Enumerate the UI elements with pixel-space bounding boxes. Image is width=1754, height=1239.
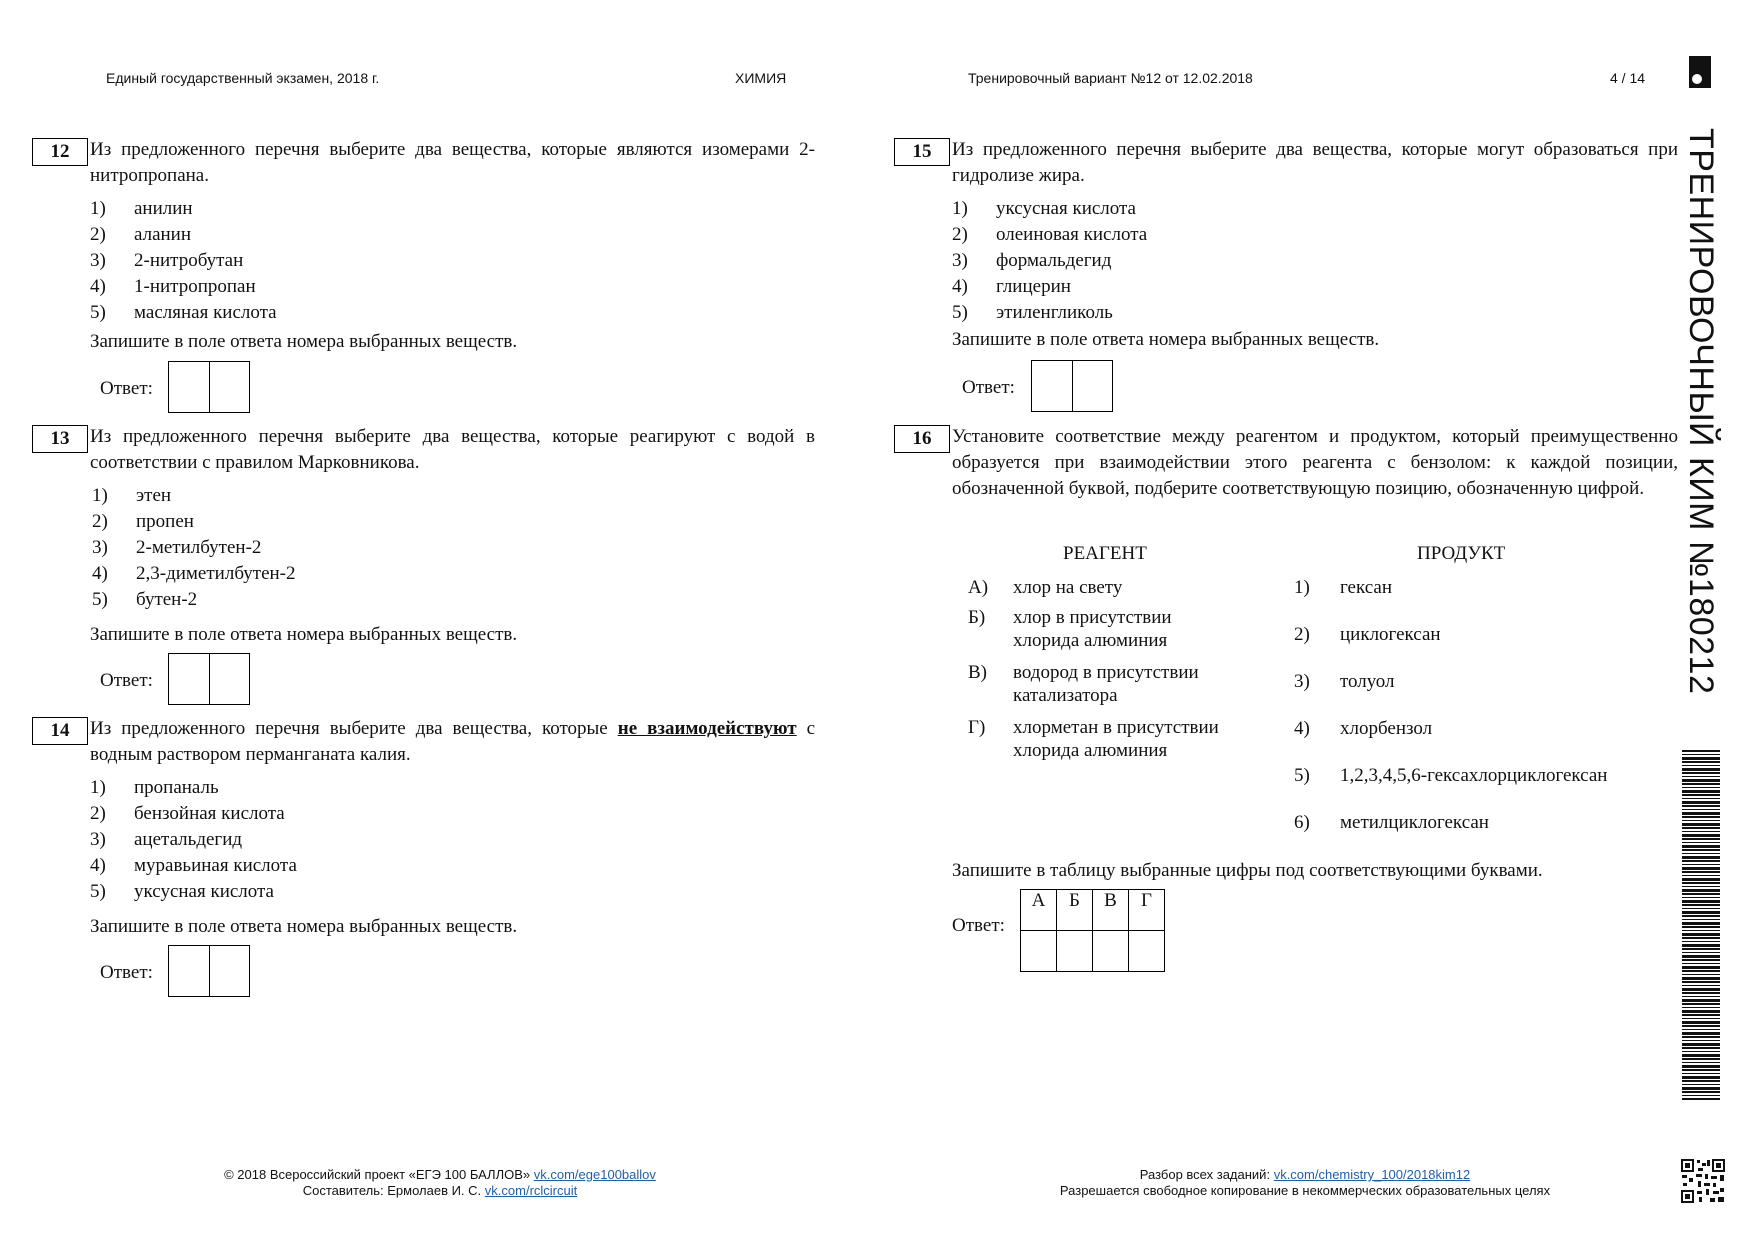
- product-4: 4) хлорбензол: [1294, 718, 1433, 739]
- q16-instruction: Запишите в таблицу выбранные цифры под соответствующими буквами.: [952, 860, 1543, 881]
- q13-answer-box[interactable]: [168, 653, 250, 705]
- qr-code-icon: [1680, 1158, 1726, 1204]
- product-1: 1) гексан: [1294, 577, 1392, 598]
- q13-option-3: 3) 2-метилбутен-2: [92, 537, 262, 558]
- question-12-text: Из предложенного перечня выберите два вещества, которые являются изомерами 2-нитропропана.: [90, 139, 815, 186]
- q13-answer-label: Ответ:: [100, 670, 153, 691]
- answer-cell-g[interactable]: [1129, 931, 1165, 972]
- q15-option-1: 1) уксусная кислота: [952, 198, 1136, 219]
- q15-option-3: 3) формальдегид: [952, 250, 1112, 271]
- q14-answer-label: Ответ:: [100, 962, 153, 983]
- q13-instruction: Запишите в поле ответа номера выбранных веществ.: [90, 624, 518, 645]
- q15-answer-label: Ответ:: [962, 377, 1015, 398]
- answer-cell[interactable]: [209, 946, 249, 996]
- answer-cell-v[interactable]: [1093, 931, 1129, 972]
- q13-option-1: 1) этен: [92, 485, 172, 506]
- header-variant: Тренировочный вариант №12 от 12.02.2018: [968, 70, 1253, 86]
- footer-link-project[interactable]: vk.com/ege100ballov: [533, 1167, 656, 1182]
- answer-letter-g: Г: [1129, 890, 1165, 931]
- answer-cell[interactable]: [169, 362, 209, 412]
- q14-option-2: 2) бензойная кислота: [90, 803, 285, 824]
- q14-option-4: 4) муравьиная кислота: [90, 855, 297, 876]
- header-subject: ХИМИЯ: [735, 70, 787, 86]
- question-number-16: 16: [894, 425, 950, 453]
- answer-letter-a: А: [1021, 890, 1057, 931]
- q14-emphasis: не взаимодействуют: [617, 718, 797, 739]
- answer-cell[interactable]: [209, 654, 249, 704]
- q15-answer-box[interactable]: [1031, 360, 1113, 412]
- question-number-14: 14: [32, 717, 88, 745]
- q13-option-4: 4) 2,3-диметилбутен-2: [92, 563, 296, 584]
- header-page-number: 4 / 14: [1610, 70, 1646, 86]
- answer-cell[interactable]: [169, 946, 209, 996]
- corner-marker-icon: [1689, 56, 1711, 88]
- q13-option-5: 5) бутен-2: [92, 589, 198, 610]
- barcode-icon: [1682, 750, 1720, 1100]
- q16-answer-table: [1020, 889, 1165, 972]
- reagent-a: А) хлор на свету: [968, 577, 1123, 598]
- question-number-15: 15: [894, 138, 950, 166]
- reagent-v: В) водород в присутствии катализатора: [968, 662, 1199, 706]
- q14-answer-box[interactable]: [168, 945, 250, 997]
- product-5: 5) 1,2,3,4,5,6-гексахлорциклогексан: [1294, 765, 1608, 786]
- footer-left: © 2018 Всероссийский проект «ЕГЭ 100 БАЛЛОВ» vk.com/ege100ballov Составитель: Ермолаев И. С. vk.com/rclcircuit: [224, 1167, 656, 1198]
- q12-option-3: 3) 2-нитробутан: [90, 250, 244, 271]
- product-6: 6) метилциклогексан: [1294, 812, 1489, 833]
- q15-option-5: 5) этиленгликоль: [952, 302, 1113, 323]
- q12-option-2: 2) аланин: [90, 224, 192, 245]
- answer-cell[interactable]: [1072, 361, 1112, 411]
- q15-instruction: Запишите в поле ответа номера выбранных веществ.: [952, 329, 1380, 350]
- q14-instruction: Запишите в поле ответа номера выбранных веществ.: [90, 916, 518, 937]
- q12-answer-box[interactable]: [168, 361, 250, 413]
- footer-link-analysis[interactable]: vk.com/chemistry_100/2018kim12: [1273, 1167, 1471, 1182]
- q14-option-1: 1) пропаналь: [90, 777, 219, 798]
- q14-option-5: 5) уксусная кислота: [90, 881, 274, 902]
- q12-option-4: 4) 1-нитропропан: [90, 276, 256, 297]
- q16-answer-label: Ответ:: [952, 915, 1005, 936]
- reagent-column-header: РЕАГЕНТ: [1063, 543, 1147, 564]
- answer-cell[interactable]: [209, 362, 249, 412]
- question-14-text: Из предложенного перечня выберите два вещества, которые не взаимодействуют с водным раствором перманганата калия.: [90, 718, 816, 765]
- q13-option-2: 2) пропен: [92, 511, 194, 532]
- reagent-g: Г) хлорметан в присутствии хлорида алюминия: [968, 717, 1219, 761]
- header-exam-title: Единый государственный экзамен, 2018 г.: [106, 70, 380, 86]
- question-number-13: 13: [32, 425, 88, 453]
- question-16-text: Установите соответствие между реагентом и продуктом, который преимущественно образуется при взаимодействии этого реагента с бензолом: к каждой позиции, обозначенной буквой, подберите соответствующую позицию, обозначенную цифрой.: [952, 426, 1678, 499]
- product-2: 2) циклогексан: [1294, 624, 1441, 645]
- question-number-12: 12: [32, 138, 88, 166]
- side-variant-label: ТРЕНИРОВОЧНЫЙ КИМ №180212: [1682, 128, 1720, 695]
- question-15-text: Из предложенного перечня выберите два вещества, которые могут образоваться при гидролизе жира.: [952, 139, 1678, 186]
- footer-link-author[interactable]: vk.com/rclcircuit: [484, 1183, 578, 1198]
- product-column-header: ПРОДУКТ: [1417, 543, 1506, 564]
- q12-instruction: Запишите в поле ответа номера выбранных веществ.: [90, 331, 518, 352]
- answer-cell[interactable]: [169, 654, 209, 704]
- answer-letter-v: В: [1093, 890, 1129, 931]
- answer-cell-b[interactable]: [1057, 931, 1093, 972]
- q12-option-5: 5) масляная кислота: [90, 302, 277, 323]
- reagent-b: Б) хлор в присутствии хлорида алюминия: [968, 607, 1172, 651]
- q14-option-3: 3) ацетальдегид: [90, 829, 243, 850]
- q12-option-1: 1) анилин: [90, 198, 193, 219]
- answer-cell[interactable]: [1032, 361, 1072, 411]
- q15-option-4: 4) глицерин: [952, 276, 1071, 297]
- footer-right: Разбор всех заданий: vk.com/chemistry_100/2018kim12 Разрешается свободное копирование в некоммерческих образовательных целях: [1059, 1167, 1551, 1198]
- q15-option-2: 2) олеиновая кислота: [952, 224, 1148, 245]
- product-3: 3) толуол: [1294, 671, 1395, 692]
- question-13-text: Из предложенного перечня выберите два вещества, которые реагируют с водой в соответствии с правилом Марковникова.: [90, 426, 815, 473]
- answer-letter-b: Б: [1057, 890, 1093, 931]
- answer-cell-a[interactable]: [1021, 931, 1057, 972]
- q12-answer-label: Ответ:: [100, 378, 153, 399]
